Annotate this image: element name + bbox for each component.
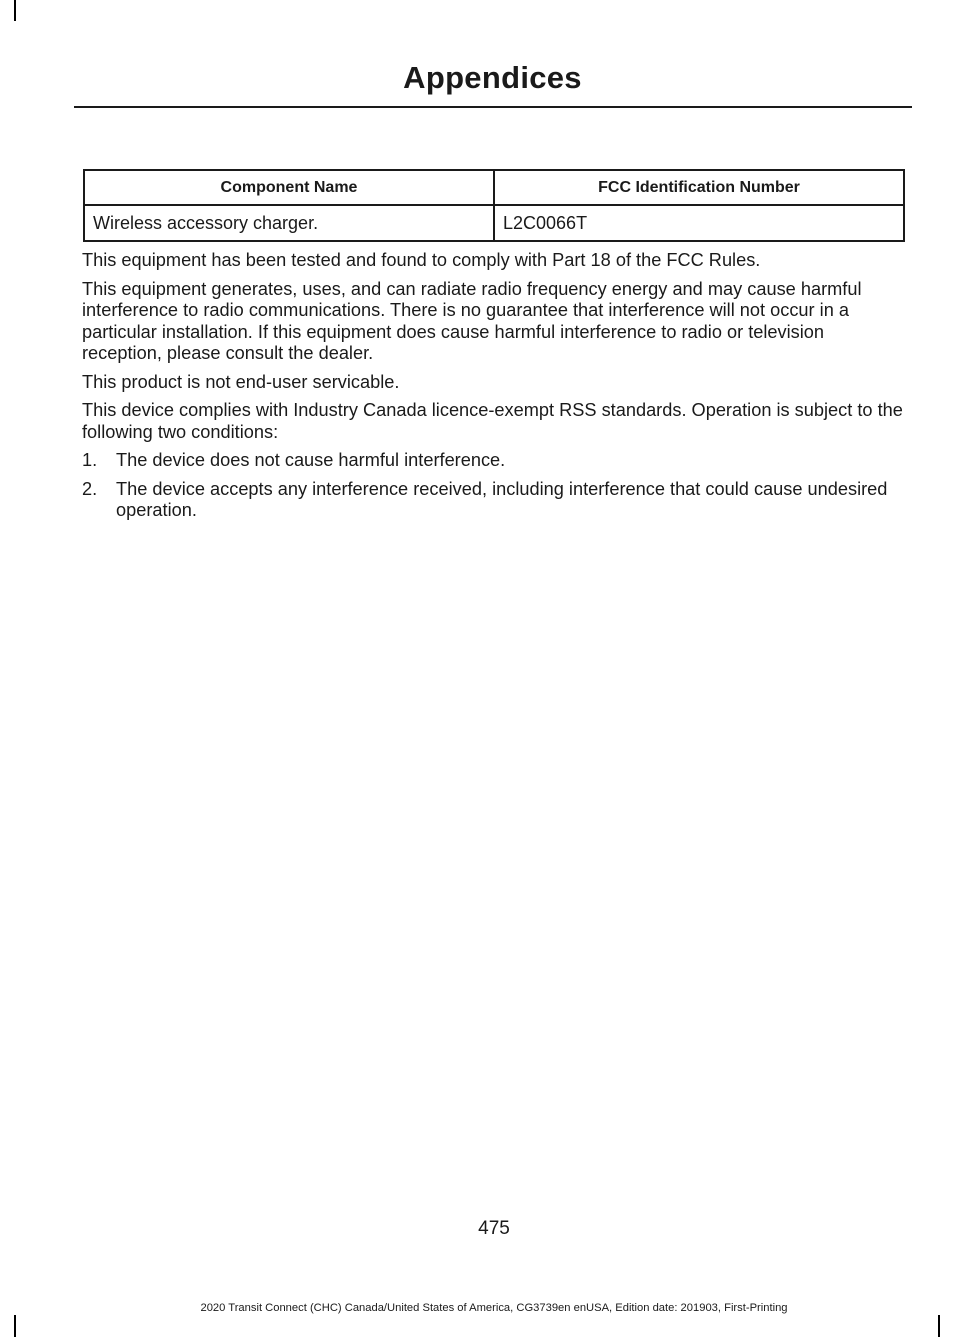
fcc-table <box>83 169 905 242</box>
list-item <box>82 479 908 522</box>
list-item-text: The device accepts any interference received, including interference that could cause undesired operation. <box>116 478 888 520</box>
body-text <box>82 250 908 529</box>
page-number: 475 <box>478 1218 510 1239</box>
list-item-number: 1. <box>82 450 98 470</box>
crop-mark-bottom-right <box>938 1315 940 1337</box>
list-item <box>82 450 908 472</box>
table-header-row <box>84 170 904 205</box>
table-row <box>84 205 904 241</box>
paragraph-interference: This equipment generates, uses, and can radiate radio frequency energy and may cause harmful interference to radio communications. There is no guarantee that interference will not occur in a particular installation. If this equipment does cause harmful interference to radio or television reception, please consult the dealer. <box>82 278 862 363</box>
paragraph-fcc-compliance: This equipment has been tested and found to comply with Part 18 of the FCC Rules. <box>82 250 761 270</box>
crop-mark-bottom-left <box>14 1315 16 1337</box>
column-header-fcc-id: FCC Identification Number <box>494 170 904 205</box>
list-item-number: 2. <box>82 478 98 499</box>
cell-component-name: Wireless accessory charger. <box>84 205 494 241</box>
publication-footer: 2020 Transit Connect (CHC) Canada/United States of America, CG3739en enUSA, Edition date: 201903, First-Printing <box>200 1302 788 1314</box>
cell-fcc-id: L2C0066T <box>494 205 904 241</box>
crop-mark-top-left <box>14 0 16 21</box>
column-header-component-name: Component Name <box>84 170 494 205</box>
paragraph-industry-canada: This device complies with Industry Canada licence-exempt RSS standards. Operation is subject to the following two conditions: <box>82 400 903 442</box>
paragraph-not-serviceable: This product is not end-user servicable. <box>82 371 400 392</box>
header-divider <box>74 106 912 108</box>
list-item-text: The device does not cause harmful interference. <box>116 450 506 470</box>
page-title: Appendices <box>403 60 582 95</box>
conditions-list <box>82 450 908 522</box>
